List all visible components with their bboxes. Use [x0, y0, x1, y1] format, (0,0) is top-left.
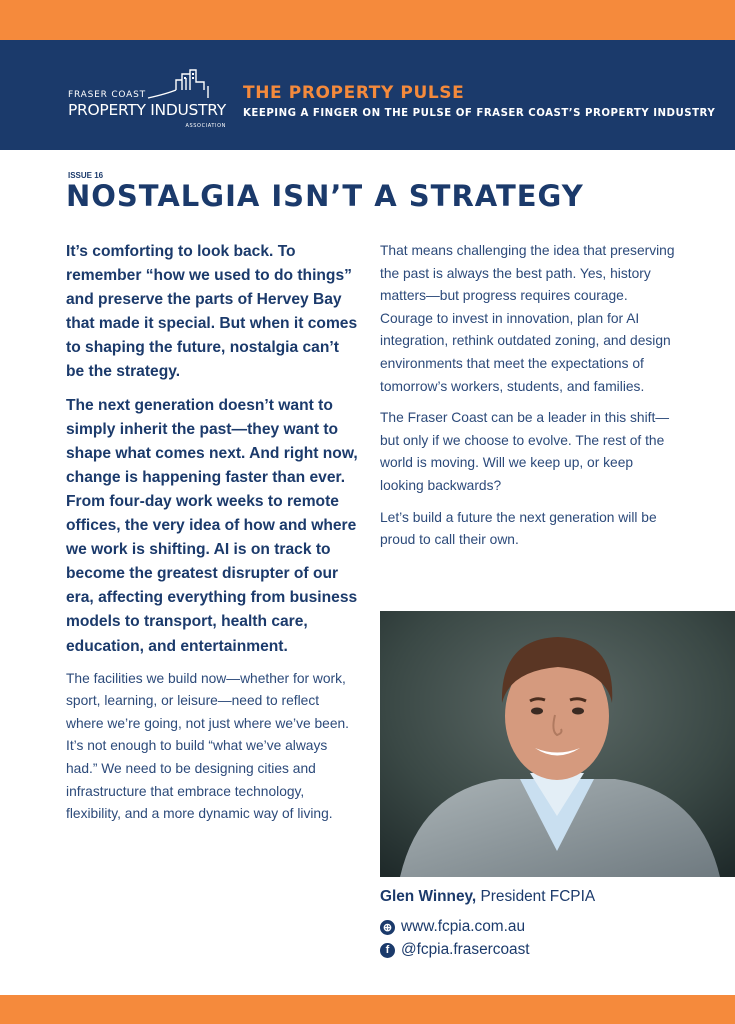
fcpia-logo	[68, 68, 228, 133]
issue-label: ISSUE 16	[68, 171, 104, 180]
newsletter-tagline: KEEPING A FINGER ON THE PULSE OF FRASER COAST’S PROPERTY INDUSTRY	[243, 108, 716, 119]
globe-icon: ⊕	[380, 920, 395, 935]
lead-paragraph: It’s comforting to look back. To remember “how we used to do things” and preserve the parts of Hervey Bay that made it special. But when it comes to shaping the future, nostalgia can’t be the strategy.	[66, 243, 358, 381]
article-headline: NOSTALGIA ISN’T A STRATEGY	[66, 179, 584, 213]
website-link[interactable]	[380, 918, 525, 936]
right-column	[380, 240, 680, 561]
logo-line1: FRASER COAST	[68, 90, 146, 100]
newsletter-title: THE PROPERTY PULSE	[243, 83, 465, 103]
facebook-icon: f	[380, 943, 395, 958]
left-column	[66, 240, 358, 826]
facebook-link[interactable]	[380, 941, 530, 959]
author-name: Glen Winney,	[380, 888, 477, 905]
author-portrait	[380, 611, 735, 877]
lead-paragraph: The next generation doesn’t want to simply inherit the past—they want to shape what comes next. And right now, change is happening faster than ever. From four-day work weeks to remote offices, the very idea of how and where we work is shifting. AI is on track to become the greatest disrupter of our era, affecting everything from business models to transport, health care, education, and entertainment.	[66, 396, 358, 655]
top-accent-stripe	[0, 0, 735, 40]
skyline-logo-icon	[146, 68, 216, 100]
header-banner	[0, 40, 735, 150]
author-role: President FCPIA	[480, 888, 596, 905]
body-paragraph: The facilities we build now—whether for work, sport, learning, or leisure—need to reflect where we’re going, not just where we’ve been. It’s not enough to build “what we’ve always had.” We need to be designing cities and infrastructure that embrace technology, flexibility, and a more dynamic way of living.	[66, 670, 349, 822]
facebook-handle: @fcpia.frasercoast	[401, 941, 530, 958]
logo-line2: PROPERTY INDUSTRY	[68, 101, 226, 119]
website-text: www.fcpia.com.au	[401, 918, 526, 935]
logo-line3: ASSOCIATION	[185, 123, 226, 129]
body-paragraph: Let’s build a future the next generation will be proud to call their own.	[380, 509, 657, 548]
bottom-accent-stripe	[0, 995, 735, 1024]
author-caption	[380, 888, 595, 906]
body-paragraph: The Fraser Coast can be a leader in this shift—but only if we choose to evolve. The rest of the world is moving. Will we keep up, or keep looking backwards?	[380, 410, 670, 493]
body-paragraph: That means challenging the idea that preserving the past is always the best path. Yes, history matters—but progress requires courage. Courage to invest in innovation, plan for AI integration, rethink outdated zoning, and design environments that meet the expectations of tomorrow’s workers, students, and families.	[380, 243, 675, 394]
